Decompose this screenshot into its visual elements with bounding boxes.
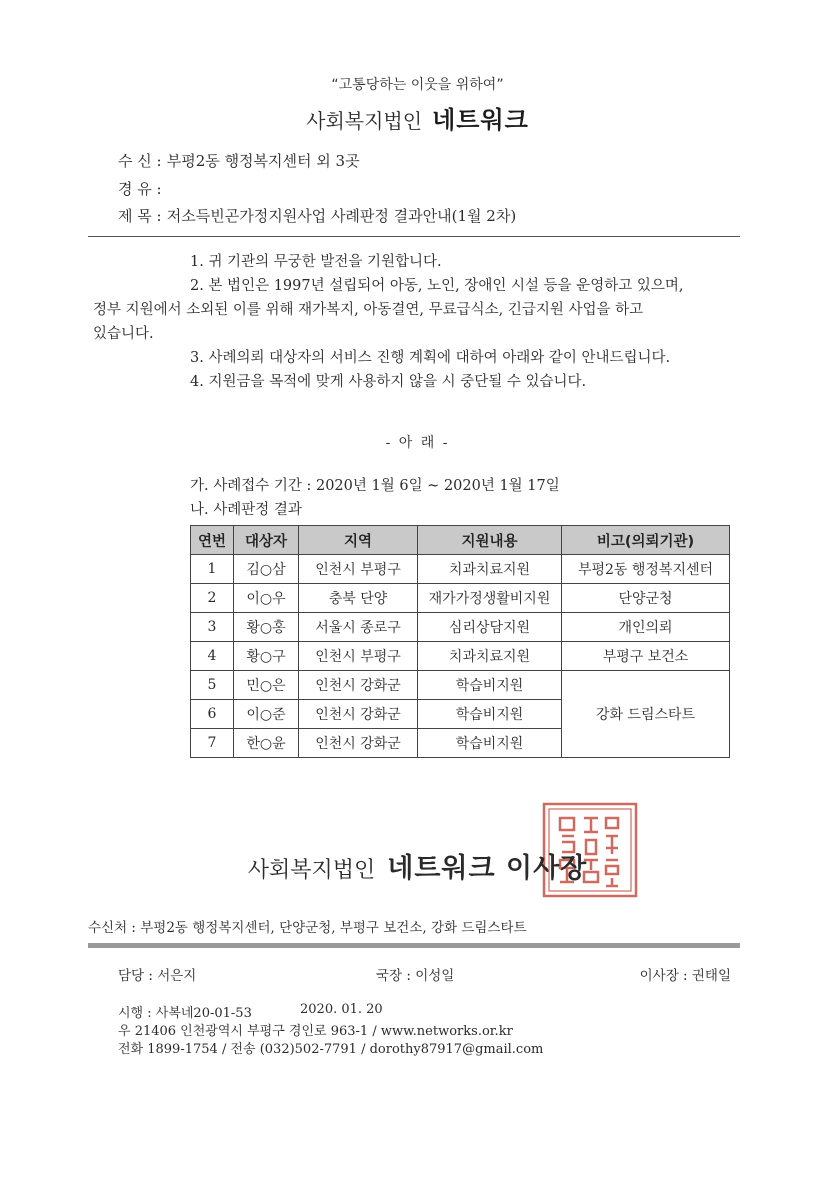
cell-support: 치과치료지원	[418, 642, 562, 671]
cell-person: 황○홍	[234, 613, 299, 642]
recipients: 수신처 : 부평2동 행정복지센터, 단양군청, 부평구 보건소, 강화 드림스타트	[88, 920, 527, 936]
signature-prefix: 사회복지법인	[247, 858, 376, 883]
cell-number: 2	[191, 584, 234, 613]
cell-region: 인천시 강화군	[299, 700, 418, 729]
cell-referrer: 단양군청	[562, 584, 730, 613]
below-heading: - 아 래 -	[385, 435, 450, 451]
signature-line	[0, 846, 835, 885]
cell-number: 1	[191, 555, 234, 584]
staff-chairman: 이사장 : 권태일	[639, 968, 731, 984]
org-prefix: 사회복지법인	[306, 109, 423, 133]
table-row	[191, 671, 730, 700]
cell-support: 학습비지원	[418, 700, 562, 729]
item-a-period: 가. 사례접수 기간 : 2020년 1월 6일 ~ 2020년 1월 17일	[190, 478, 560, 494]
table-row	[191, 642, 730, 671]
to-value: 부평2동 행정복지센터 외 3곳	[166, 152, 360, 170]
table-row	[191, 613, 730, 642]
cell-number: 4	[191, 642, 234, 671]
cell-region: 서울시 종로구	[299, 613, 418, 642]
cell-referrer: 개인의뢰	[562, 613, 730, 642]
subject-label: 제 목 :	[118, 207, 162, 225]
table-header-row	[191, 526, 730, 555]
cell-region: 충북 단양	[299, 584, 418, 613]
subject-line	[118, 205, 516, 226]
staff-director: 국장 : 이성일	[376, 968, 455, 984]
paragraph-3: 3. 사례의뢰 대상자의 서비스 진행 계획에 대하여 아래와 같이 안내드립니다.	[190, 350, 671, 366]
subject-value: 저소득빈곤가정지원사업 사례판정 결과안내(1월 2차)	[166, 207, 517, 225]
cell-support: 재가가정생활비지원	[418, 584, 562, 613]
paragraph-4: 4. 지원금을 목적에 맞게 사용하지 않을 시 중단될 수 있습니다.	[190, 374, 587, 390]
paragraph-2-line-2: 정부 지원에서 소외된 이를 위해 재가복지, 아동결연, 무료급식소, 긴급지원 사업을 하고	[93, 302, 644, 318]
cell-person: 민○은	[234, 671, 299, 700]
organization-title	[0, 100, 835, 135]
recipient-line	[118, 150, 360, 171]
cell-support: 심리상담지원	[418, 613, 562, 642]
result-table	[190, 525, 730, 758]
staff-manager: 담당 : 서은지	[118, 968, 197, 984]
cell-person: 김○삼	[234, 555, 299, 584]
cell-number: 5	[191, 671, 234, 700]
table-row	[191, 555, 730, 584]
cell-number: 3	[191, 613, 234, 642]
cell-person: 한○윤	[234, 729, 299, 758]
contact: 전화 1899-1754 / 전송 (032)502-7791 / dorothy87917@gmail.com	[118, 1042, 544, 1057]
cell-region: 인천시 부평구	[299, 555, 418, 584]
cell-referrer: 부평2동 행정복지센터	[562, 555, 730, 584]
via-line	[118, 178, 162, 199]
cell-support: 학습비지원	[418, 729, 562, 758]
cell-number: 7	[191, 729, 234, 758]
cell-support: 학습비지원	[418, 671, 562, 700]
table-row	[191, 584, 730, 613]
cell-person: 이○우	[234, 584, 299, 613]
col-support: 지원내용	[418, 526, 562, 555]
via-label: 경 유 :	[118, 180, 162, 198]
col-referrer: 비고(의뢰기관)	[562, 526, 730, 555]
paragraph-1: 1. 귀 기관의 무궁한 발전을 기원합니다.	[190, 254, 442, 270]
doc-date: 2020. 01. 20	[300, 1002, 383, 1017]
cell-region: 인천시 부평구	[299, 642, 418, 671]
header-divider	[88, 236, 740, 237]
cell-number: 6	[191, 700, 234, 729]
paragraph-2-line-1: 2. 본 법인은 1997년 설립되어 아동, 노인, 장애인 시설 등을 운영하고 있으며,	[190, 278, 684, 294]
address: 우 21406 인천광역시 부평구 경인로 963-1 / www.networks.or.kr	[118, 1024, 513, 1039]
cell-support: 치과치료지원	[418, 555, 562, 584]
cell-referrer-merged: 강화 드림스타트	[562, 671, 730, 758]
col-person: 대상자	[234, 526, 299, 555]
doc-number: 시행 : 사복네20-01-53	[118, 1006, 252, 1021]
cell-referrer: 부평구 보건소	[562, 642, 730, 671]
cell-person: 황○구	[234, 642, 299, 671]
org-name: 네트워크	[432, 106, 529, 134]
to-label: 수 신 :	[118, 152, 162, 170]
paragraph-2-line-3: 있습니다.	[93, 326, 154, 342]
cell-region: 인천시 강화군	[299, 729, 418, 758]
footer-divider	[88, 943, 740, 948]
col-region: 지역	[299, 526, 418, 555]
cell-person: 이○준	[234, 700, 299, 729]
signature-name: 네트워크 이사장	[387, 853, 588, 884]
item-b-result: 나. 사례판정 결과	[190, 502, 302, 518]
slogan: “고통당하는 이웃을 위하여”	[331, 77, 504, 93]
cell-region: 인천시 강화군	[299, 671, 418, 700]
col-number: 연번	[191, 526, 234, 555]
